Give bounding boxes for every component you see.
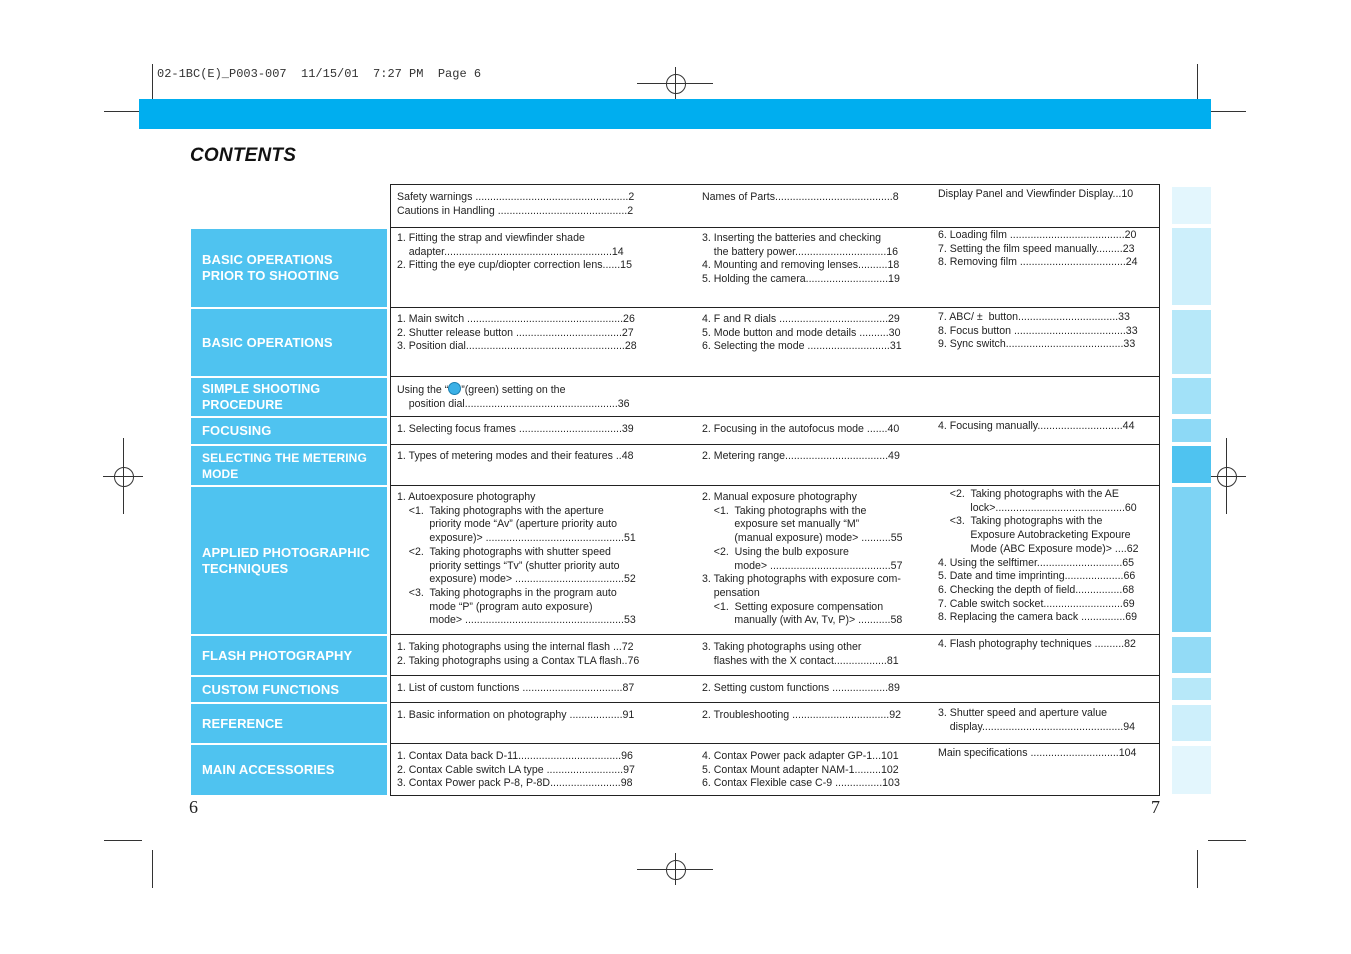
crop-mark <box>1208 111 1246 112</box>
index-tab <box>1172 678 1211 700</box>
toc-entry[interactable]: adapter.........................................................14 <box>397 245 624 258</box>
toc-entry[interactable]: display................................................94 <box>938 720 1136 733</box>
section-col1 <box>397 750 635 791</box>
section-col2 <box>702 750 900 791</box>
toc-entry[interactable]: Main specifications ..............................104 <box>938 747 1137 759</box>
toc-entry[interactable]: <3. Taking photographs with the <box>938 515 1103 528</box>
toc-entry[interactable]: Display Panel and Viewfinder Display...10 <box>938 188 1134 200</box>
toc-entry[interactable]: exposure) mode> .....................................52 <box>397 573 636 586</box>
section-col3 <box>938 229 1138 270</box>
toc-entry[interactable]: 2. Focusing in the autofocus mode .......40 <box>702 423 900 435</box>
toc-entry[interactable]: priority settings “Tv” (shutter priority auto <box>397 559 620 572</box>
toc-entry[interactable]: 2. Shutter release button ....................................27 <box>397 326 634 339</box>
section-col1 <box>397 232 632 273</box>
section-col1 <box>397 682 634 696</box>
toc-entry[interactable]: mode “P” (program auto exposure) <box>397 600 593 613</box>
intro-col3 <box>938 188 1133 202</box>
toc-entry[interactable]: 2. Contax Cable switch LA type ..........................97 <box>397 763 635 776</box>
section-col1-simple: Using the “ ”(green) setting on the position dial....................................................36 <box>397 384 630 410</box>
toc-entry[interactable]: 4. Contax Power pack adapter GP-1...101 <box>702 750 899 762</box>
row-divider <box>390 702 1160 703</box>
row-divider <box>390 416 1160 417</box>
index-tab <box>1172 228 1211 305</box>
toc-entry[interactable]: 8. Focus button ......................................33 <box>938 324 1138 337</box>
section-col1 <box>397 641 639 668</box>
toc-entry[interactable]: Mode (ABC Exposure mode)> ....62 <box>938 542 1139 555</box>
toc-entry[interactable]: 2. Setting custom functions ...................89 <box>702 682 900 694</box>
section-heading-flash[interactable]: FLASH PHOTOGRAPHY <box>190 635 388 676</box>
section-col2 <box>702 491 903 628</box>
section-col3 <box>938 311 1138 352</box>
toc-entry[interactable]: 2. Taking photographs using a Contax TLA flash..76 <box>397 654 640 667</box>
toc-entry[interactable]: priority mode “Av” (aperture priority auto <box>397 518 617 531</box>
section-col3 <box>938 420 1134 434</box>
section-col3 <box>938 638 1136 652</box>
row-divider <box>390 485 1160 486</box>
toc-entry[interactable]: 3. Inserting the batteries and checking <box>702 232 882 244</box>
section-heading-simple-shooting[interactable]: SIMPLE SHOOTING PROCEDURE <box>190 377 388 417</box>
section-col2 <box>702 641 899 668</box>
toc-entry[interactable]: 7. Setting the film speed manually.........23 <box>938 242 1135 255</box>
intro-col2 <box>702 191 899 205</box>
section-col1 <box>397 313 637 354</box>
toc-entry[interactable]: 3. Position dial......................................................28 <box>397 340 637 353</box>
toc-entry[interactable]: 9. Sync switch........................................33 <box>938 338 1136 351</box>
index-tab <box>1172 446 1211 483</box>
toc-entry[interactable]: 4. F and R dials .....................................29 <box>702 313 900 325</box>
section-col1 <box>397 709 634 723</box>
header-band <box>139 99 1211 129</box>
toc-entry[interactable]: (manual exposure) mode> ..........55 <box>702 532 903 545</box>
toc-entry[interactable]: 7. ABC/ ± button..................................33 <box>938 311 1130 323</box>
section-col2 <box>702 450 900 464</box>
section-heading-basic-operations-prior[interactable]: BASIC OPERATIONS PRIOR TO SHOOTING <box>190 228 388 308</box>
crop-mark <box>1208 840 1246 841</box>
toc-entry[interactable]: 1. Taking photographs using the internal flash ...72 <box>397 641 634 653</box>
row-divider <box>390 634 1160 635</box>
section-heading-main-accessories[interactable]: MAIN ACCESSORIES <box>190 744 388 796</box>
toc-entry[interactable]: Cautions in Handling ............................................2 <box>397 204 634 217</box>
row-divider <box>390 227 1160 228</box>
toc-entry[interactable]: flashes with the X contact..................81 <box>702 654 899 667</box>
toc-entry[interactable]: mode> .........................................57 <box>702 559 903 572</box>
toc-entry[interactable]: 2. Manual exposure photography <box>702 491 857 503</box>
toc-entry[interactable]: 5. Contax Mount adapter NAM-1.........102 <box>702 763 899 776</box>
toc-entry[interactable]: 2. Metering range...................................49 <box>702 450 900 462</box>
section-heading-metering-mode[interactable]: SELECTING THE METERING MODE <box>190 445 388 486</box>
green-mode-icon <box>448 382 461 395</box>
section-heading-basic-operations[interactable]: BASIC OPERATIONS <box>190 308 388 377</box>
toc-entry[interactable]: 4. Using the selftimer.............................65 <box>938 556 1135 569</box>
row-divider <box>390 675 1160 676</box>
row-divider <box>390 444 1160 445</box>
print-slug: 02-1BC(E)_P003-007 11/15/01 7:27 PM Page 6 <box>157 67 482 81</box>
section-col3 <box>938 488 1139 625</box>
section-col2 <box>702 423 899 437</box>
toc-entry[interactable]: 3. Contax Power pack P-8, P-8D........................98 <box>397 777 633 790</box>
crop-mark <box>1197 64 1198 102</box>
row-divider <box>390 376 1160 377</box>
page-number-left: 6 <box>189 797 198 817</box>
section-col2 <box>702 709 901 723</box>
index-tab <box>1172 378 1211 414</box>
toc-entry[interactable]: exposure)> ...............................................51 <box>397 532 636 545</box>
toc-entry[interactable]: 5. Holding the camera............................19 <box>702 273 900 286</box>
toc-entry[interactable]: lock>............................................60 <box>938 501 1137 514</box>
toc-entry[interactable]: 3. Taking photographs using other <box>702 641 862 653</box>
toc-entry[interactable]: Safety warnings ....................................................2 <box>397 191 635 203</box>
toc-entry[interactable]: 1. Contax Data back D-11...................................96 <box>397 750 633 762</box>
toc-entry[interactable]: 7. Cable switch socket...........................69 <box>938 597 1135 610</box>
crop-mark <box>104 840 142 841</box>
index-tab <box>1172 637 1211 673</box>
section-col1 <box>397 423 634 437</box>
toc-entry[interactable]: <1. Setting exposure compensation <box>702 600 884 613</box>
toc-entry[interactable]: <2. Taking photographs with the AE <box>938 488 1119 500</box>
toc-entry[interactable]: mode> ......................................................53 <box>397 614 636 627</box>
section-heading-custom-functions[interactable]: CUSTOM FUNCTIONS <box>190 676 388 703</box>
crop-mark <box>152 850 153 888</box>
toc-entry[interactable]: 8. Replacing the camera back ...............69 <box>938 611 1138 624</box>
toc-entry[interactable]: 3. Shutter speed and aperture value <box>938 707 1108 719</box>
toc-entry[interactable]: exposure set manually “M” <box>702 518 860 531</box>
toc-entry[interactable]: 1. Types of metering modes and their features ..48 <box>397 450 634 462</box>
toc-entry[interactable]: 3. Taking photographs with exposure com- <box>702 573 901 586</box>
toc-entry[interactable]: 6. Loading film .......................................20 <box>938 229 1137 241</box>
toc-entry[interactable]: 4. Focusing manually.............................44 <box>938 420 1135 432</box>
toc-entry[interactable]: 2. Troubleshooting .................................92 <box>702 709 902 721</box>
toc-entry[interactable]: Names of Parts........................................8 <box>702 191 899 203</box>
section-col3 <box>938 747 1136 761</box>
section-heading-applied-techniques[interactable]: APPLIED PHOTOGRAPHIC TECHNIQUES <box>190 486 388 635</box>
toc-entry[interactable]: 1. Selecting focus frames ...................................39 <box>397 423 634 435</box>
toc-entry[interactable]: 5. Date and time imprinting....................66 <box>938 570 1136 583</box>
section-col1 <box>397 491 636 628</box>
section-col2 <box>702 682 900 696</box>
section-col3 <box>938 707 1135 734</box>
section-heading-focusing[interactable]: FOCUSING <box>190 417 388 445</box>
section-heading-reference[interactable]: REFERENCE <box>190 703 388 744</box>
toc-entry[interactable]: 4. Mounting and removing lenses..........18 <box>702 259 900 272</box>
toc-entry[interactable]: 1. Autoexposure photography <box>397 491 536 503</box>
toc-entry[interactable]: <1. Taking photographs with the aperture <box>397 504 604 517</box>
toc-entry[interactable]: 6. Selecting the mode ............................31 <box>702 340 902 353</box>
toc-entry[interactable]: Exposure Autobracketing Expoure <box>938 529 1131 542</box>
index-tab <box>1172 746 1211 794</box>
row-divider <box>390 743 1160 744</box>
toc-entry[interactable]: 2. Fitting the eye cup/diopter correction lens......15 <box>397 259 632 272</box>
crop-mark <box>1197 850 1198 888</box>
index-tab <box>1172 487 1211 632</box>
crop-mark <box>152 64 153 102</box>
toc-entry[interactable]: 1. List of custom functions ..................................87 <box>397 682 635 694</box>
section-col2 <box>702 232 900 287</box>
page-title: CONTENTS <box>190 145 297 166</box>
row-divider <box>390 307 1160 308</box>
toc-entry[interactable]: 6. Contax Flexible case C-9 ................103 <box>702 777 900 790</box>
index-tab <box>1172 310 1211 374</box>
crop-mark <box>104 111 142 112</box>
intro-col1 <box>397 191 634 218</box>
toc-entry[interactable]: 5. Mode button and mode details ..........30 <box>702 326 901 339</box>
toc-entry[interactable]: manually (with Av, Tv, P)> ...........58 <box>702 614 903 627</box>
toc-entry[interactable]: <3. Taking photographs in the program auto <box>397 586 617 599</box>
toc-entry[interactable]: 4. Flash photography techniques ..........82 <box>938 638 1136 650</box>
toc-entry[interactable]: 1. Fitting the strap and viewfinder shade <box>397 232 585 244</box>
toc-entry[interactable]: 1. Basic information on photography ..................91 <box>397 709 635 721</box>
index-tab <box>1172 187 1211 224</box>
toc-entry[interactable]: 6. Checking the depth of field................68 <box>938 583 1135 596</box>
index-tab <box>1172 705 1211 741</box>
page-number-right: 7 <box>1151 797 1160 817</box>
toc-entry[interactable]: <1. Taking photographs with the <box>702 504 867 517</box>
section-col1 <box>397 450 634 464</box>
section-col2 <box>702 313 902 354</box>
toc-entry[interactable]: 1. Main switch .....................................................26 <box>397 313 635 325</box>
toc-entry[interactable]: <2. Using the bulb exposure <box>702 545 849 558</box>
toc-entry[interactable]: the battery power...............................16 <box>702 245 899 258</box>
toc-entry[interactable]: 8. Removing film ....................................24 <box>938 256 1138 269</box>
toc-entry[interactable]: pensation <box>702 586 760 599</box>
toc-entry[interactable]: <2. Taking photographs with shutter speed <box>397 545 611 558</box>
index-tab <box>1172 419 1211 442</box>
